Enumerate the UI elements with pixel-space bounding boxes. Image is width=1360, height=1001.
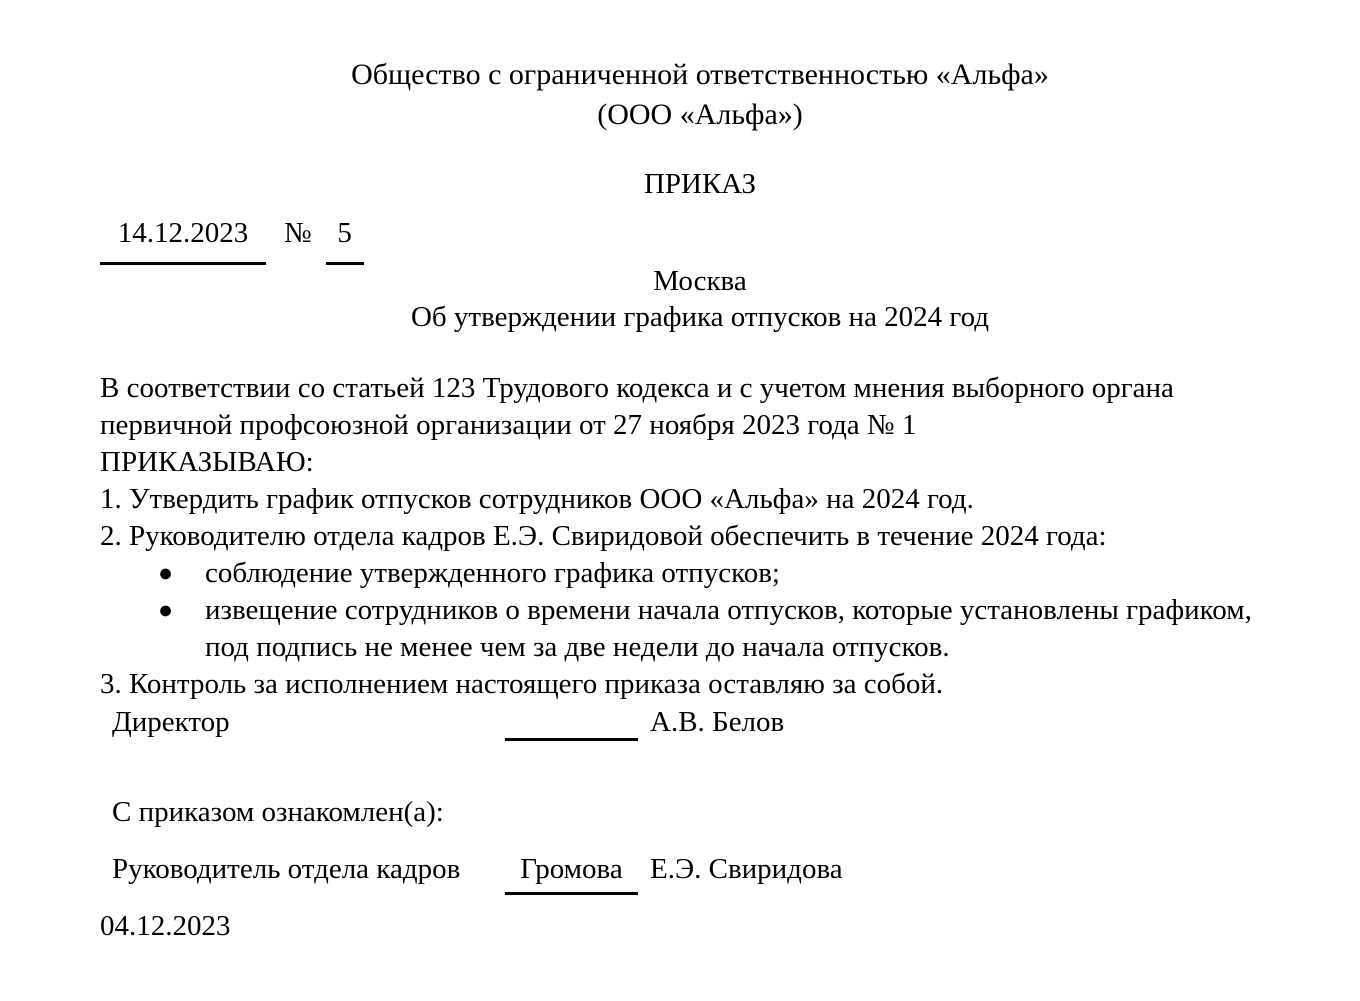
order-item-1: 1. Утвердить график отпусков сотрудников ООО «Альфа» на 2024 год. [100, 483, 974, 515]
order-item-2-sublist [100, 555, 1285, 666]
hr-role-label: Руководитель отдела кадров [112, 853, 461, 885]
list-item [100, 592, 1285, 666]
city-line: Москва [653, 265, 747, 297]
director-name: А.В. Белов [650, 706, 785, 738]
number-label: № [284, 217, 312, 249]
bullet-icon: ● [158, 597, 174, 624]
acknowledgement-label: С приказом ознакомлен(а): [112, 796, 444, 828]
order-item-2: 2. Руководителю отдела кадров Е.Э. Свиридовой обеспечить в течение 2024 года: [100, 520, 1107, 552]
list-item-label: извещение сотрудников о времени начала отпусков, которые установлены графиком, под подпись не менее чем за две недели до начала отпусков. [205, 594, 1252, 663]
list-item-label: соблюдение утвержденного графика отпусков; [205, 557, 780, 589]
document-date-field: 14.12.2023 [100, 219, 266, 265]
acknowledgement-date: 04.12.2023 [100, 910, 231, 942]
subject-line: Об утверждении графика отпусков на 2024 год [410, 301, 990, 333]
bullet-icon: ● [158, 560, 174, 587]
preamble-paragraph: В соответствии со статьей 123 Трудового кодекса и с учетом мнения выборного органа первичной профсоюзной организации от 27 ноября 2023 года № 1 [100, 372, 1174, 441]
date-number-row [100, 219, 364, 265]
handwritten-signature: Громова [505, 855, 638, 895]
organization-full-name: Общество с ограниченной ответственностью «Альфа» [351, 58, 1049, 91]
hr-name: Е.Э. Свиридова [650, 853, 843, 885]
list-item [100, 555, 1285, 592]
document-body [100, 370, 1285, 703]
document-number-field: 5 [326, 219, 364, 265]
organization-short-name: (ООО «Альфа») [597, 98, 803, 131]
director-role-label: Директор [112, 706, 230, 738]
document-kind-heading: ПРИКАЗ [643, 168, 757, 200]
signature-line [505, 738, 638, 741]
order-word: ПРИКАЗЫВАЮ: [100, 446, 314, 478]
order-item-3: 3. Контроль за исполнением настоящего приказа оставляю за собой. [100, 668, 944, 700]
